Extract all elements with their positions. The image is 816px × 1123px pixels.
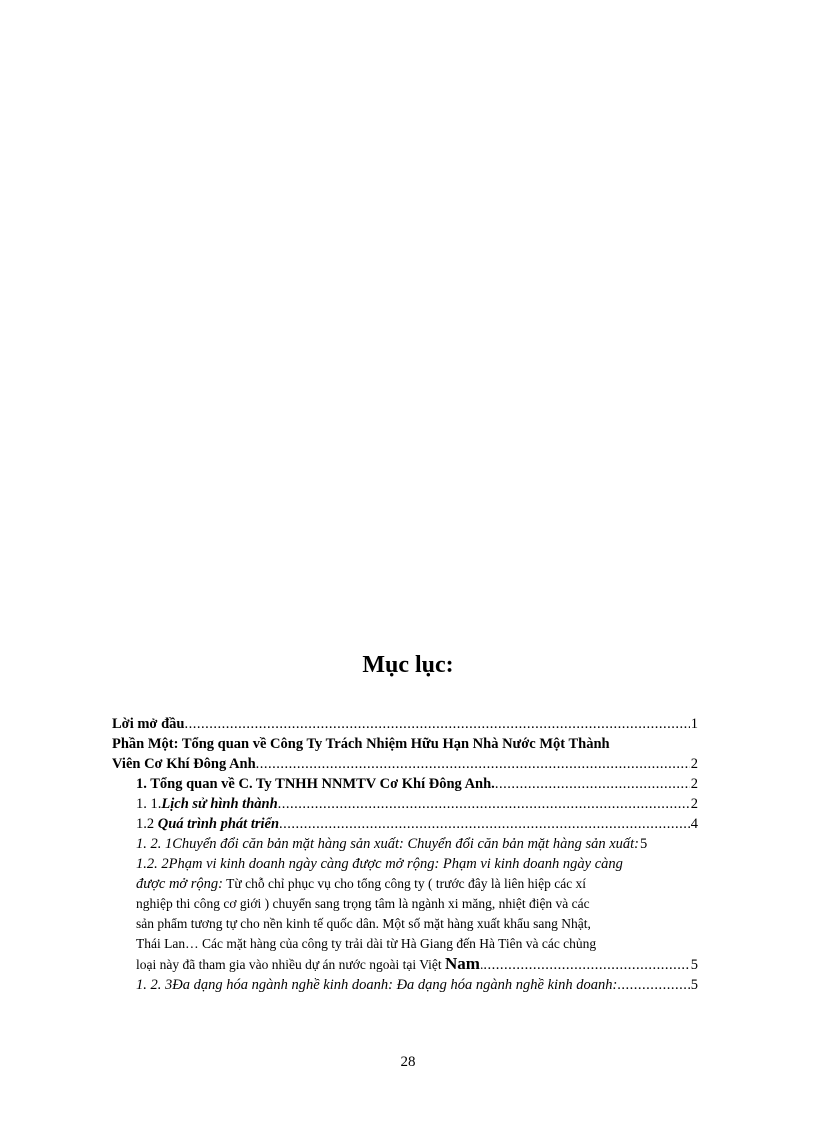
- toc-entry[interactable]: [112, 714, 698, 734]
- toc-leader: [278, 794, 690, 814]
- toc-entry-body-tail: .: [479, 957, 484, 972]
- toc-leader: [495, 774, 690, 794]
- toc-entry-text-continued: được mở rộng:: [136, 876, 224, 892]
- toc-entry-text: 1.2. 2Phạm vi kinh doanh ngày càng được mở rộng: Phạm vi kinh doanh ngày càng: [136, 856, 623, 872]
- page-number-footer: 28: [400, 1054, 416, 1070]
- toc-page-number: 1: [690, 716, 698, 732]
- toc-entry[interactable]: [112, 834, 698, 854]
- toc-entry-body: loại này đã tham gia vào nhiều dự án nước ngoài tại Việt: [136, 957, 446, 972]
- toc-entry-body: nghiệp thi công cơ giới ) chuyển sang trọng tâm là ngành xi măng, nhiệt điện và các: [136, 896, 590, 911]
- toc-page-number: 2: [690, 756, 698, 772]
- toc-leader: [617, 975, 689, 995]
- page-title: Mục lục:: [362, 652, 454, 678]
- toc-entry-body: Từ chỗ chỉ phục vụ cho tổng công ty ( trước đây là liên hiệp các xí: [223, 876, 587, 891]
- table-of-contents: [112, 714, 698, 995]
- toc-entry-prefix: 1.2: [136, 816, 158, 832]
- toc-entry-body-emphasis: Nam: [445, 954, 480, 973]
- toc-leader: [256, 754, 690, 774]
- toc-entry-text-continued: Viên Cơ Khí Đông Anh: [112, 756, 256, 772]
- toc-entry-text: Lời mở đầu: [112, 716, 185, 732]
- toc-leader: [279, 814, 690, 834]
- toc-entry[interactable]: [112, 975, 698, 995]
- toc-leader: [483, 955, 689, 975]
- toc-page-number: 5: [640, 836, 648, 852]
- toc-entry[interactable]: [112, 794, 698, 814]
- toc-page-number: 4: [690, 816, 698, 832]
- toc-entry[interactable]: [112, 814, 698, 834]
- toc-entry[interactable]: [112, 774, 698, 794]
- toc-entry-label: Quá trình phát triển: [157, 816, 280, 832]
- toc-entry-text: 1. 2. 3Đa dạng hóa ngành nghề kinh doanh: Đa dạng hóa ngành nghề kinh doanh:: [136, 977, 618, 993]
- toc-page-number: 5: [690, 977, 698, 993]
- toc-page-number: 5: [690, 957, 698, 973]
- toc-entry[interactable]: [112, 734, 698, 774]
- toc-entry-label: Lịch sử hình thành: [161, 796, 278, 812]
- toc-leader: [184, 714, 689, 734]
- toc-entry[interactable]: [112, 854, 698, 975]
- toc-entry-text: 1. 2. 1Chuyển đổi căn bản mặt hàng sản xuất: Chuyển đổi căn bản mặt hàng sản xuất:: [136, 836, 640, 852]
- toc-entry-text: 1. Tổng quan về C. Ty TNHH NNMTV Cơ Khí Đông Anh.: [136, 776, 495, 792]
- toc-entry-body: sản phẩm tương tự cho nền kinh tế quốc dân. Một số mặt hàng xuất khẩu sang Nhật,: [136, 916, 591, 931]
- toc-entry-prefix: 1. 1.: [136, 796, 162, 812]
- toc-page-number: 2: [690, 796, 698, 812]
- toc-page-number: 2: [690, 776, 698, 792]
- toc-entry-text: Phần Một: Tổng quan về Công Ty Trách Nhiệm Hữu Hạn Nhà Nước Một Thành: [112, 736, 610, 752]
- toc-entry-body: Thái Lan… Các mặt hàng của công ty trải dài từ Hà Giang đến Hà Tiên và các chủng: [136, 936, 597, 951]
